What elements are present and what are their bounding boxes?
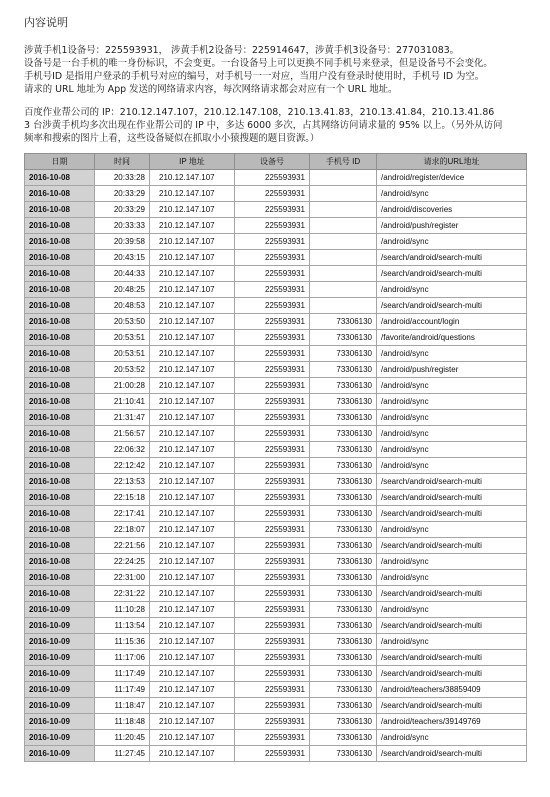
cell-url: /search/android/search-multi bbox=[377, 298, 527, 314]
cell-device-id: 225593931 bbox=[235, 378, 310, 394]
table-body bbox=[25, 170, 527, 762]
cell-device-id: 225593931 bbox=[235, 538, 310, 554]
cell-phone-id bbox=[310, 202, 377, 218]
cell-date: 2016-10-08 bbox=[25, 314, 95, 330]
cell-device-id: 225593931 bbox=[235, 714, 310, 730]
cell-date: 2016-10-09 bbox=[25, 618, 95, 634]
cell-url: /favorite/android/questions bbox=[377, 330, 527, 346]
table-row bbox=[25, 186, 527, 202]
cell-date: 2016-10-08 bbox=[25, 506, 95, 522]
cell-phone-id: 73306130 bbox=[310, 314, 377, 330]
cell-date: 2016-10-09 bbox=[25, 666, 95, 682]
cell-date: 2016-10-08 bbox=[25, 554, 95, 570]
cell-time: 22:15:18 bbox=[95, 490, 150, 506]
cell-ip: 210.12.147.107 bbox=[150, 202, 235, 218]
cell-phone-id bbox=[310, 234, 377, 250]
description-block bbox=[24, 44, 526, 96]
cell-phone-id: 73306130 bbox=[310, 442, 377, 458]
cell-url: /android/sync bbox=[377, 442, 527, 458]
cell-url: /search/android/search-multi bbox=[377, 650, 527, 666]
cell-phone-id: 73306130 bbox=[310, 650, 377, 666]
cell-device-id: 225593931 bbox=[235, 666, 310, 682]
cell-device-id: 225593931 bbox=[235, 426, 310, 442]
cell-phone-id: 73306130 bbox=[310, 682, 377, 698]
header-phone-id: 手机号 ID bbox=[310, 154, 377, 170]
cell-ip: 210.12.147.107 bbox=[150, 442, 235, 458]
cell-ip: 210.12.147.107 bbox=[150, 394, 235, 410]
cell-time: 11:17:06 bbox=[95, 650, 150, 666]
cell-phone-id: 73306130 bbox=[310, 714, 377, 730]
cell-ip: 210.12.147.107 bbox=[150, 538, 235, 554]
cell-date: 2016-10-08 bbox=[25, 330, 95, 346]
cell-url: /android/sync bbox=[377, 458, 527, 474]
cell-url: /android/teachers/38859409 bbox=[377, 682, 527, 698]
cell-device-id: 225593931 bbox=[235, 186, 310, 202]
cell-ip: 210.12.147.107 bbox=[150, 282, 235, 298]
cell-date: 2016-10-08 bbox=[25, 426, 95, 442]
cell-phone-id: 73306130 bbox=[310, 618, 377, 634]
cell-device-id: 225593931 bbox=[235, 570, 310, 586]
cell-phone-id: 73306130 bbox=[310, 362, 377, 378]
cell-device-id: 225593931 bbox=[235, 298, 310, 314]
cell-time: 20:33:28 bbox=[95, 170, 150, 186]
cell-time: 11:18:47 bbox=[95, 698, 150, 714]
cell-ip: 210.12.147.107 bbox=[150, 362, 235, 378]
cell-device-id: 225593931 bbox=[235, 458, 310, 474]
cell-date: 2016-10-08 bbox=[25, 282, 95, 298]
cell-url: /android/sync bbox=[377, 634, 527, 650]
ip-info-line-2: 3 台涉黄手机均多次出现在作业帮公司的 IP 中，多达 6000 多次，占其网络访问请求量的 95% 以上。（另外从访问 bbox=[24, 120, 503, 131]
cell-date: 2016-10-08 bbox=[25, 442, 95, 458]
table-row bbox=[25, 730, 527, 746]
table-row bbox=[25, 458, 527, 474]
table-row bbox=[25, 202, 527, 218]
cell-url: /search/android/search-multi bbox=[377, 698, 527, 714]
cell-ip: 210.12.147.107 bbox=[150, 634, 235, 650]
spacer bbox=[24, 96, 526, 106]
cell-phone-id: 73306130 bbox=[310, 634, 377, 650]
table-row bbox=[25, 378, 527, 394]
cell-date: 2016-10-09 bbox=[25, 634, 95, 650]
cell-device-id: 225593931 bbox=[235, 746, 310, 762]
cell-url: /android/teachers/39149769 bbox=[377, 714, 527, 730]
cell-ip: 210.12.147.107 bbox=[150, 666, 235, 682]
cell-url: /search/android/search-multi bbox=[377, 506, 527, 522]
cell-date: 2016-10-09 bbox=[25, 602, 95, 618]
table-row bbox=[25, 490, 527, 506]
cell-time: 11:17:49 bbox=[95, 682, 150, 698]
cell-time: 21:10:41 bbox=[95, 394, 150, 410]
cell-ip: 210.12.147.107 bbox=[150, 730, 235, 746]
cell-time: 20:44:33 bbox=[95, 266, 150, 282]
table-row bbox=[25, 234, 527, 250]
cell-ip: 210.12.147.107 bbox=[150, 522, 235, 538]
cell-date: 2016-10-08 bbox=[25, 378, 95, 394]
ip-info-line-3: 频率和搜索的图片上看，这些设备疑似在抓取小小猿搜题的题目资源。） bbox=[24, 133, 320, 144]
cell-date: 2016-10-08 bbox=[25, 266, 95, 282]
table-row bbox=[25, 170, 527, 186]
cell-device-id: 225593931 bbox=[235, 730, 310, 746]
table-row bbox=[25, 314, 527, 330]
cell-time: 20:53:51 bbox=[95, 330, 150, 346]
cell-ip: 210.12.147.107 bbox=[150, 554, 235, 570]
table-header-row bbox=[25, 154, 527, 170]
table-row bbox=[25, 746, 527, 762]
cell-phone-id: 73306130 bbox=[310, 490, 377, 506]
cell-phone-id: 73306130 bbox=[310, 410, 377, 426]
cell-time: 11:20:45 bbox=[95, 730, 150, 746]
cell-phone-id: 73306130 bbox=[310, 506, 377, 522]
cell-time: 20:33:29 bbox=[95, 202, 150, 218]
table-row bbox=[25, 362, 527, 378]
cell-ip: 210.12.147.107 bbox=[150, 746, 235, 762]
table-row bbox=[25, 714, 527, 730]
cell-date: 2016-10-08 bbox=[25, 410, 95, 426]
cell-time: 22:13:53 bbox=[95, 474, 150, 490]
cell-url: /android/sync bbox=[377, 426, 527, 442]
cell-device-id: 225593931 bbox=[235, 602, 310, 618]
cell-url: /android/sync bbox=[377, 234, 527, 250]
cell-phone-id: 73306130 bbox=[310, 730, 377, 746]
cell-url: /search/android/search-multi bbox=[377, 666, 527, 682]
cell-time: 11:13:54 bbox=[95, 618, 150, 634]
cell-url: /android/sync bbox=[377, 730, 527, 746]
cell-date: 2016-10-08 bbox=[25, 570, 95, 586]
cell-url: /search/android/search-multi bbox=[377, 250, 527, 266]
cell-date: 2016-10-08 bbox=[25, 250, 95, 266]
cell-time: 22:31:22 bbox=[95, 586, 150, 602]
ip-info-block bbox=[24, 106, 526, 145]
cell-url: /android/sync bbox=[377, 394, 527, 410]
cell-url: /search/android/search-multi bbox=[377, 746, 527, 762]
cell-device-id: 225593931 bbox=[235, 218, 310, 234]
table-row bbox=[25, 698, 527, 714]
header-ip: IP 地址 bbox=[150, 154, 235, 170]
cell-date: 2016-10-08 bbox=[25, 170, 95, 186]
ip-info-line-1: 百度作业帮公司的 IP：210.12.147.107，210.12.147.108，210.13.41.83，210.13.41.84，210.13.41.86 bbox=[24, 107, 495, 118]
description-line-3: 手机号ID 是指用户登录的手机号对应的编号，对手机号一一对应，当用户没有登录时使用时，手机号 ID 为空。 bbox=[24, 71, 485, 82]
table-row bbox=[25, 538, 527, 554]
cell-device-id: 225593931 bbox=[235, 250, 310, 266]
cell-ip: 210.12.147.107 bbox=[150, 458, 235, 474]
cell-url: /search/android/search-multi bbox=[377, 266, 527, 282]
cell-time: 20:53:51 bbox=[95, 346, 150, 362]
cell-url: /android/sync bbox=[377, 602, 527, 618]
cell-phone-id: 73306130 bbox=[310, 538, 377, 554]
table-row bbox=[25, 618, 527, 634]
cell-ip: 210.12.147.107 bbox=[150, 618, 235, 634]
cell-device-id: 225593931 bbox=[235, 410, 310, 426]
cell-date: 2016-10-08 bbox=[25, 474, 95, 490]
cell-time: 22:31:00 bbox=[95, 570, 150, 586]
section-heading: 内容说明 bbox=[24, 16, 68, 29]
header-device-id: 设备号 bbox=[235, 154, 310, 170]
cell-ip: 210.12.147.107 bbox=[150, 378, 235, 394]
cell-device-id: 225593931 bbox=[235, 682, 310, 698]
cell-device-id: 225593931 bbox=[235, 634, 310, 650]
cell-phone-id bbox=[310, 186, 377, 202]
cell-date: 2016-10-09 bbox=[25, 682, 95, 698]
cell-time: 11:27:45 bbox=[95, 746, 150, 762]
cell-url: /android/sync bbox=[377, 186, 527, 202]
description-line-2: 设备号是一台手机的唯一身份标识，不会变更。一台设备号上可以更换不同手机号来登录，但是设备号不会变化。 bbox=[24, 58, 493, 69]
cell-phone-id: 73306130 bbox=[310, 666, 377, 682]
cell-ip: 210.12.147.107 bbox=[150, 714, 235, 730]
cell-date: 2016-10-08 bbox=[25, 522, 95, 538]
cell-device-id: 225593931 bbox=[235, 522, 310, 538]
cell-device-id: 225593931 bbox=[235, 442, 310, 458]
cell-date: 2016-10-08 bbox=[25, 538, 95, 554]
cell-url: /android/sync bbox=[377, 410, 527, 426]
cell-ip: 210.12.147.107 bbox=[150, 602, 235, 618]
cell-ip: 210.12.147.107 bbox=[150, 426, 235, 442]
cell-ip: 210.12.147.107 bbox=[150, 490, 235, 506]
cell-date: 2016-10-08 bbox=[25, 394, 95, 410]
cell-time: 21:00:28 bbox=[95, 378, 150, 394]
cell-device-id: 225593931 bbox=[235, 330, 310, 346]
cell-device-id: 225593931 bbox=[235, 202, 310, 218]
cell-device-id: 225593931 bbox=[235, 266, 310, 282]
cell-time: 20:48:25 bbox=[95, 282, 150, 298]
cell-date: 2016-10-08 bbox=[25, 234, 95, 250]
cell-device-id: 225593931 bbox=[235, 474, 310, 490]
cell-date: 2016-10-08 bbox=[25, 298, 95, 314]
cell-date: 2016-10-09 bbox=[25, 746, 95, 762]
table-row bbox=[25, 410, 527, 426]
cell-ip: 210.12.147.107 bbox=[150, 218, 235, 234]
cell-device-id: 225593931 bbox=[235, 650, 310, 666]
cell-time: 11:18:48 bbox=[95, 714, 150, 730]
cell-ip: 210.12.147.107 bbox=[150, 234, 235, 250]
table-row bbox=[25, 474, 527, 490]
header-time: 时间 bbox=[95, 154, 150, 170]
cell-date: 2016-10-08 bbox=[25, 586, 95, 602]
cell-url: /android/sync bbox=[377, 346, 527, 362]
cell-phone-id: 73306130 bbox=[310, 378, 377, 394]
cell-phone-id: 73306130 bbox=[310, 522, 377, 538]
cell-ip: 210.12.147.107 bbox=[150, 186, 235, 202]
cell-date: 2016-10-08 bbox=[25, 346, 95, 362]
cell-url: /search/android/search-multi bbox=[377, 586, 527, 602]
cell-phone-id: 73306130 bbox=[310, 602, 377, 618]
cell-device-id: 225593931 bbox=[235, 362, 310, 378]
table-row bbox=[25, 282, 527, 298]
cell-phone-id: 73306130 bbox=[310, 570, 377, 586]
cell-time: 21:56:57 bbox=[95, 426, 150, 442]
cell-time: 21:31:47 bbox=[95, 410, 150, 426]
cell-time: 22:12:42 bbox=[95, 458, 150, 474]
cell-date: 2016-10-08 bbox=[25, 458, 95, 474]
cell-time: 11:15:36 bbox=[95, 634, 150, 650]
cell-url: /search/android/search-multi bbox=[377, 474, 527, 490]
cell-url: /search/android/search-multi bbox=[377, 490, 527, 506]
cell-time: 20:43:15 bbox=[95, 250, 150, 266]
table-row bbox=[25, 554, 527, 570]
table-row bbox=[25, 570, 527, 586]
cell-time: 22:18:07 bbox=[95, 522, 150, 538]
cell-phone-id: 73306130 bbox=[310, 426, 377, 442]
cell-ip: 210.12.147.107 bbox=[150, 570, 235, 586]
cell-ip: 210.12.147.107 bbox=[150, 650, 235, 666]
cell-time: 20:53:50 bbox=[95, 314, 150, 330]
cell-device-id: 225593931 bbox=[235, 554, 310, 570]
cell-time: 11:10:28 bbox=[95, 602, 150, 618]
cell-url: /android/discoveries bbox=[377, 202, 527, 218]
cell-time: 20:33:33 bbox=[95, 218, 150, 234]
cell-url: /android/sync bbox=[377, 378, 527, 394]
cell-url: /search/android/search-multi bbox=[377, 538, 527, 554]
table-row bbox=[25, 650, 527, 666]
cell-ip: 210.12.147.107 bbox=[150, 298, 235, 314]
cell-url: /android/push/register bbox=[377, 362, 527, 378]
cell-date: 2016-10-09 bbox=[25, 650, 95, 666]
cell-url: /android/sync bbox=[377, 522, 527, 538]
table-row bbox=[25, 218, 527, 234]
cell-ip: 210.12.147.107 bbox=[150, 330, 235, 346]
cell-phone-id: 73306130 bbox=[310, 586, 377, 602]
cell-device-id: 225593931 bbox=[235, 490, 310, 506]
cell-date: 2016-10-09 bbox=[25, 730, 95, 746]
cell-device-id: 225593931 bbox=[235, 346, 310, 362]
cell-ip: 210.12.147.107 bbox=[150, 314, 235, 330]
cell-url: /android/account/login bbox=[377, 314, 527, 330]
cell-device-id: 225593931 bbox=[235, 618, 310, 634]
cell-device-id: 225593931 bbox=[235, 394, 310, 410]
header-url: 请求的URL地址 bbox=[377, 154, 527, 170]
cell-date: 2016-10-08 bbox=[25, 362, 95, 378]
table-row bbox=[25, 506, 527, 522]
cell-url: /search/android/search-multi bbox=[377, 618, 527, 634]
table-row bbox=[25, 522, 527, 538]
cell-date: 2016-10-08 bbox=[25, 218, 95, 234]
cell-time: 20:53:52 bbox=[95, 362, 150, 378]
description-line-4: 请求的 URL 地址为 App 发送的网络请求内容，每次网络请求都会对应有一个 URL 地址。 bbox=[24, 84, 398, 95]
cell-phone-id: 73306130 bbox=[310, 746, 377, 762]
cell-ip: 210.12.147.107 bbox=[150, 682, 235, 698]
cell-date: 2016-10-09 bbox=[25, 714, 95, 730]
table-row bbox=[25, 330, 527, 346]
cell-date: 2016-10-08 bbox=[25, 202, 95, 218]
cell-phone-id bbox=[310, 218, 377, 234]
cell-device-id: 225593931 bbox=[235, 282, 310, 298]
table-row bbox=[25, 250, 527, 266]
cell-time: 20:33:29 bbox=[95, 186, 150, 202]
description-line-1: 涉黄手机1设备号：225593931， 涉黄手机2设备号：225914647，涉黄手机3设备号：277031083。 bbox=[24, 45, 460, 56]
cell-url: /android/sync bbox=[377, 570, 527, 586]
cell-date: 2016-10-09 bbox=[25, 698, 95, 714]
cell-time: 22:06:32 bbox=[95, 442, 150, 458]
cell-phone-id: 73306130 bbox=[310, 554, 377, 570]
cell-time: 20:48:53 bbox=[95, 298, 150, 314]
table-row bbox=[25, 426, 527, 442]
cell-ip: 210.12.147.107 bbox=[150, 506, 235, 522]
cell-device-id: 225593931 bbox=[235, 506, 310, 522]
header-date: 日期 bbox=[25, 154, 95, 170]
cell-phone-id: 73306130 bbox=[310, 474, 377, 490]
table-row bbox=[25, 266, 527, 282]
cell-device-id: 225593931 bbox=[235, 698, 310, 714]
table-row bbox=[25, 586, 527, 602]
cell-date: 2016-10-08 bbox=[25, 186, 95, 202]
cell-ip: 210.12.147.107 bbox=[150, 474, 235, 490]
cell-ip: 210.12.147.107 bbox=[150, 346, 235, 362]
cell-phone-id: 73306130 bbox=[310, 698, 377, 714]
request-log-table bbox=[24, 153, 527, 762]
cell-url: /android/register/device bbox=[377, 170, 527, 186]
cell-ip: 210.12.147.107 bbox=[150, 586, 235, 602]
cell-time: 22:21:56 bbox=[95, 538, 150, 554]
table-row bbox=[25, 298, 527, 314]
table-row bbox=[25, 394, 527, 410]
cell-phone-id bbox=[310, 282, 377, 298]
cell-phone-id bbox=[310, 266, 377, 282]
cell-phone-id bbox=[310, 170, 377, 186]
table-row bbox=[25, 634, 527, 650]
cell-time: 20:39:58 bbox=[95, 234, 150, 250]
table-row bbox=[25, 442, 527, 458]
table-row bbox=[25, 346, 527, 362]
cell-phone-id: 73306130 bbox=[310, 346, 377, 362]
cell-time: 11:17:49 bbox=[95, 666, 150, 682]
cell-url: /android/sync bbox=[377, 282, 527, 298]
cell-phone-id bbox=[310, 250, 377, 266]
cell-device-id: 225593931 bbox=[235, 314, 310, 330]
cell-ip: 210.12.147.107 bbox=[150, 250, 235, 266]
cell-ip: 210.12.147.107 bbox=[150, 170, 235, 186]
cell-url: /android/push/register bbox=[377, 218, 527, 234]
cell-date: 2016-10-08 bbox=[25, 490, 95, 506]
cell-device-id: 225593931 bbox=[235, 234, 310, 250]
cell-ip: 210.12.147.107 bbox=[150, 266, 235, 282]
cell-time: 22:24:25 bbox=[95, 554, 150, 570]
cell-device-id: 225593931 bbox=[235, 170, 310, 186]
cell-time: 22:17:41 bbox=[95, 506, 150, 522]
cell-phone-id: 73306130 bbox=[310, 394, 377, 410]
cell-ip: 210.12.147.107 bbox=[150, 410, 235, 426]
cell-phone-id: 73306130 bbox=[310, 330, 377, 346]
cell-ip: 210.12.147.107 bbox=[150, 698, 235, 714]
cell-url: /android/sync bbox=[377, 554, 527, 570]
cell-phone-id: 73306130 bbox=[310, 458, 377, 474]
table-row bbox=[25, 666, 527, 682]
table-row bbox=[25, 682, 527, 698]
cell-device-id: 225593931 bbox=[235, 586, 310, 602]
table-row bbox=[25, 602, 527, 618]
cell-phone-id bbox=[310, 298, 377, 314]
